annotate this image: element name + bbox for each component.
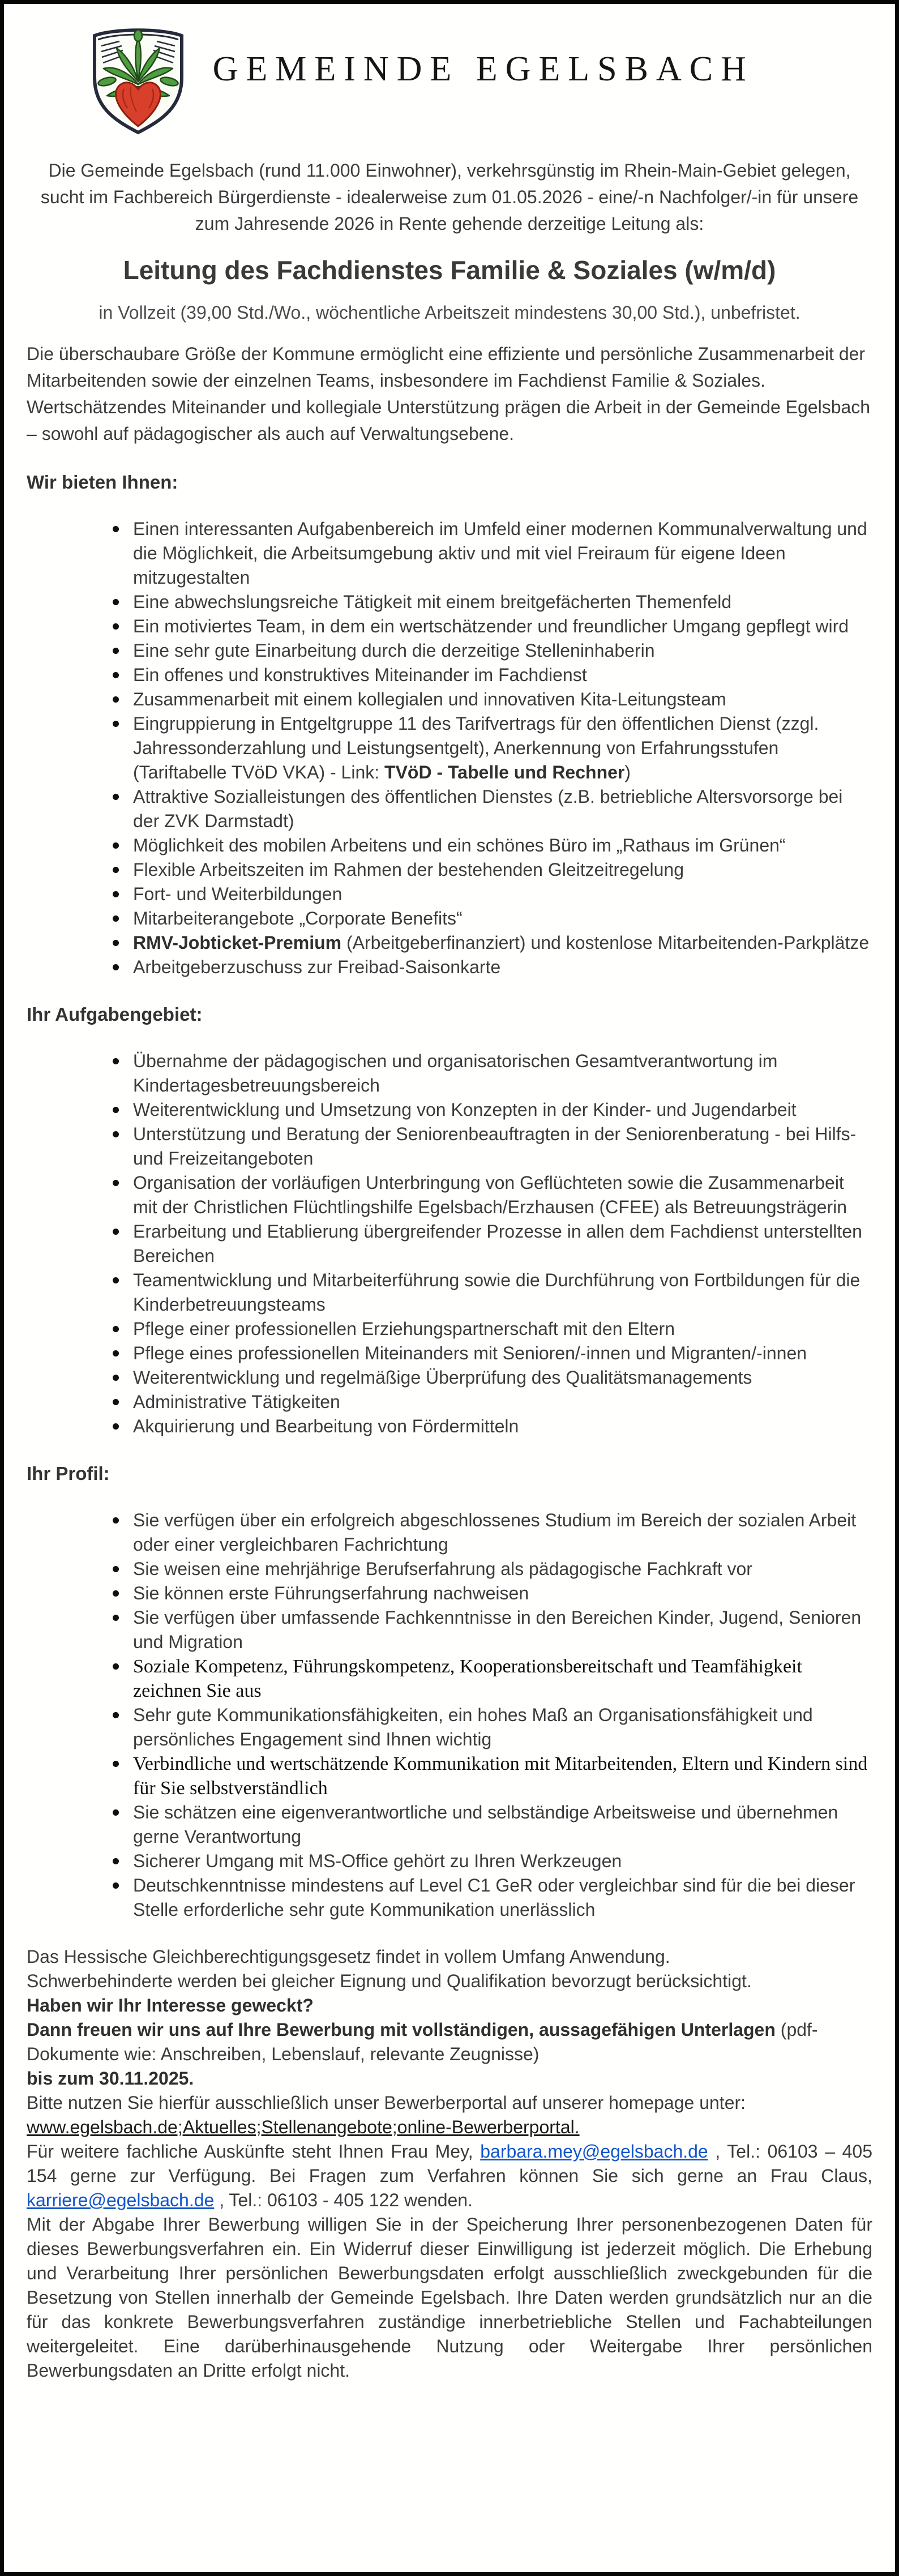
list-item [100,1268,872,1317]
text-segment: Akquirierung und Bearbeitung von Fördermitteln [133,1416,519,1436]
text-segment: Ein motiviertes Team, in dem ein wertschätzender und freundlicher Umgang gepflegt wird [133,616,849,636]
org-name: GEMEINDE EGELSBACH [212,50,754,88]
text-segment: Dann freuen wir uns auf Ihre Bewerbung mit vollständigen, aussagefähigen Unterlagen [27,2019,776,2040]
text-segment: RMV-Jobticket-Premium [133,932,342,953]
list-item [100,1341,872,1366]
list-item [100,785,872,833]
intro-paragraph: Die Gemeinde Egelsbach (rund 11.000 Einwohner), verkehrsgünstig im Rhein-Main-Gebiet gelegen, sucht im Fachbereich Bürgerdienste - idealerweise zum 01.05.2026 - eine/-n Nachfolger/-in für unsere zum Jahresende 2026 in Rente gehende derzeitige Leitung als: [40,160,859,234]
text-segment: Soziale Kompetenz, Führungskompetenz, Kooperationsbereitschaft und Teamfähigkeit zeichnen Sie aus [133,1656,802,1701]
list-item [100,687,872,712]
text-segment: Administrative Tätigkeiten [133,1392,340,1412]
text-segment: Erarbeitung und Etablierung übergreifender Prozesse in allen dem Fachdienst unterstellten Bereichen [133,1221,862,1266]
list-item [100,1122,872,1171]
list-item [100,614,872,639]
list-item [100,1800,872,1849]
list-item [100,517,872,590]
text-segment: Sie verfügen über ein erfolgreich abgeschlossenes Studium im Bereich der sozialen Arbeit oder einer vergleichbaren Fachrichtung [133,1510,857,1555]
text-segment: Haben wir Ihr Interesse geweckt? [27,1995,314,2016]
about-paragraph: Die überschaubare Größe der Kommune ermöglicht eine effiziente und persönliche Zusammenarbeit der Mitarbeitenden sowie der einzelnen Teams, insbesondere im Fachdienst Familie & Soziales. Wertschätzendes Miteinander und kollegiale Unterstützung prägen die Arbeit in der Gemeinde Egelsbach – sowohl auf pädagogischer als auch auf Verwaltungsebene. [27,344,871,444]
text-segment: Flexible Arbeitszeiten im Rahmen der bestehenden Gleitzeitregelung [133,859,684,880]
text-segment: Sicherer Umgang mit MS-Office gehört zu Ihren Werkzeugen [133,1851,622,1871]
list-item [100,1873,872,1922]
list-item [100,1366,872,1390]
bullet-list-offer [27,517,872,979]
text-segment: Deutschkenntnisse mindestens auf Level C1 GeR oder vergleichbar sind für die bei dieser Stelle erforderliche sehr gute Kommunikation unerlässlich [133,1875,855,1920]
list-item [100,1508,872,1557]
text-segment: Arbeitgeberzuschuss zur Freibad-Saisonkarte [133,957,501,977]
equality-line-2 [27,1969,872,1993]
header [27,20,872,147]
text-segment: Sie weisen eine mehrjährige Berufserfahrung als pädagogische Fachkraft vor [133,1559,752,1579]
portal-link[interactable]: www.egelsbach.de;Aktuelles;Stellenangebote;online-Bewerberportal. [27,2117,580,2137]
list-item [100,1219,872,1268]
text-segment: Sie können erste Führungserfahrung nachweisen [133,1583,529,1603]
equality-line-1 [27,1945,872,1969]
text-segment: ) [624,762,631,782]
section-heading-profile: Ihr Profil: [27,1463,110,1484]
list-item [100,590,872,614]
list-item [100,931,872,955]
text-segment: Pflege einer professionellen Erziehungspartnerschaft mit den Eltern [133,1319,675,1339]
job-subtitle: in Vollzeit (39,00 Std./Wo., wöchentliche Arbeitszeit mindestens 30,00 Std.), unbefristet. [99,302,800,323]
text-segment: Schwerbehinderte werden bei gleicher Eignung und Qualifikation bevorzugt berücksichtigt. [27,1971,752,1991]
bullet-list-tasks [27,1049,872,1439]
egelsbach-coat-of-arms-icon [90,23,186,136]
list-item [100,1654,872,1703]
privacy-paragraph [27,2213,872,2383]
text-segment: , Tel.: 06103 – 405 154 gerne zur Verfügung. Bei Fragen zum Verfahren können Sie sich gerne an Frau Claus, [27,2141,873,2186]
application-call [27,2018,872,2066]
text-segment: Attraktive Sozialleistungen des öffentlichen Dienstes (z.B. betriebliche Altersvorsorge bei der ZVK Darmstadt) [133,786,843,831]
section-heading-tasks: Ihr Aufgabengebiet: [27,1004,203,1025]
text-segment: Eingruppierung in Entgeltgruppe 11 des Tarifvertrags für den öffentlichen Dienst (zzgl. Jahressonderzahlung und Leistungsentgelt), Anerkennung von Erfahrungsstufen (Tariftabelle TVöD VKA) - Link: [133,713,819,782]
text-segment: (Arbeitgeberfinanziert) und kostenlose Mitarbeitenden-Parkplätze [341,932,870,953]
text-segment: Sehr gute Kommunikationsfähigkeiten, ein hohes Maß an Organisationsfähigkeit und persönliches Engagement sind Ihnen wichtig [133,1705,813,1749]
job-title: Leitung des Fachdienstes Familie & Soziales (w/m/d) [123,255,776,285]
list-item [100,1317,872,1341]
list-item [100,1703,872,1752]
text-segment: Ein offenes und konstruktives Miteinander im Fachdienst [133,665,587,685]
text-segment: Unterstützung und Beratung der Seniorenbeauftragten in der Seniorenberatung - bei Hilfs- und Freizeitangeboten [133,1124,857,1169]
text-segment: Weiterentwicklung und Umsetzung von Konzepten in der Kinder- und Jugendarbeit [133,1099,797,1120]
email-link-mey[interactable]: barbara.mey@egelsbach.de [480,2141,708,2162]
footer [27,1945,872,2383]
text-segment: Für weitere fachliche Auskünfte steht Ihnen Frau Mey, [27,2141,481,2162]
list-item [100,663,872,687]
text-segment: Zusammenarbeit mit einem kollegialen und innovativen Kita-Leitungsteam [133,689,726,709]
text-segment: Mit der Abgabe Ihrer Bewerbung willigen Sie in der Speicherung Ihrer personenbezogenen Daten für dieses Bewerbungsverfahren ein. Ein Widerruf dieser Einwilligung ist jederzeit möglich. Die Erhebung und Verarbeitung Ihrer persönlichen Bewerbungsdaten erfolgt ausschließlich zweckgebunden für die Besetzung von Stellen innerhalb der Gemeinde Egelsbach. Ihre Daten werden grundsätzlich nur an die für das konkrete Bewerbungsverfahren zuständige innerbetriebliche Stellen und Fachabteilungen weitergeleitet. Eine darüberhinausgehende Nutzung oder Weitergabe Ihrer persönlichen Bewerbungsdaten an Dritte erfolgt nicht. [27,2214,872,2381]
list-item [100,955,872,979]
deadline-line [27,2066,872,2091]
text-segment: Mitarbeiterangebote „Corporate Benefits“ [133,908,463,928]
text-segment: Möglichkeit des mobilen Arbeitens und ein schönes Büro im „Rathaus im Grünen“ [133,835,786,855]
list-item [100,1557,872,1581]
text-segment: Übernahme der pädagogischen und organisatorischen Gesamtverantwortung im Kindertagesbetreuungsbereich [133,1051,778,1096]
interest-heading [27,1993,872,2018]
list-item [100,1414,872,1439]
list-item [100,712,872,785]
text-segment: (pdf-Dokumente wie: Anschreiben, Lebenslauf, relevante Zeugnisse) [27,2019,818,2064]
portal-line [27,2091,872,2139]
list-item [100,906,872,931]
list-item [100,1171,872,1219]
text-segment: Sie schätzen eine eigenverantwortliche und selbständige Arbeitsweise und übernehmen gerne Verantwortung [133,1802,838,1847]
section-heading-offer: Wir bieten Ihnen: [27,472,178,493]
list-item [100,833,872,858]
text-segment: Bitte nutzen Sie hierfür ausschließlich unser Bewerberportal auf unserer homepage unter: [27,2093,746,2113]
text-segment: Weiterentwicklung und regelmäßige Überprüfung des Qualitätsmanagements [133,1367,752,1388]
text-segment: Einen interessanten Aufgabenbereich im Umfeld einer modernen Kommunalverwaltung und die Möglichkeit, die Arbeitsumgebung aktiv und mit viel Freiraum für eigene Ideen mitzugestalten [133,519,867,588]
tvoed-link[interactable]: TVöD - Tabelle und Rechner [384,762,625,782]
text-segment: Teamentwicklung und Mitarbeiterführung sowie die Durchführung von Fortbildungen für die Kinderbetreuungsteams [133,1270,861,1315]
text-segment: Eine sehr gute Einarbeitung durch die derzeitige Stelleninhaberin [133,640,655,661]
list-item [100,1098,872,1122]
list-item [100,1752,872,1800]
list-item [100,1849,872,1873]
list-item [100,1390,872,1414]
text-segment: , Tel.: 06103 - 405 122 wenden. [214,2190,473,2210]
contact-line [27,2139,872,2213]
text-segment: Sie verfügen über umfassende Fachkenntnisse in den Bereichen Kinder, Jugend, Senioren und Migration [133,1607,862,1652]
list-item [100,639,872,663]
bullet-list-profile [27,1508,872,1922]
list-item [100,1606,872,1654]
text-segment: Eine abwechslungsreiche Tätigkeit mit einem breitgefächerten Themenfeld [133,592,732,612]
text-segment: bis zum 30.11.2025. [27,2068,194,2089]
text-segment: Pflege eines professionellen Miteinanders mit Senioren/-innen und Migranten/-innen [133,1343,807,1363]
text-segment: Verbindliche und wertschätzende Kommunikation mit Mitarbeitenden, Eltern und Kindern sind für Sie selbstverständlich [133,1753,868,1799]
list-item [100,1581,872,1606]
text-segment: Das Hessische Gleichberechtigungsgesetz findet in vollem Umfang Anwendung. [27,1946,670,1967]
list-item [100,1049,872,1098]
text-segment: Organisation der vorläufigen Unterbringung von Geflüchteten sowie die Zusammenarbeit mit der Christlichen Flüchtlingshilfe Egelsbach/Erzhausen (CFEE) als Betreuungsträgerin [133,1173,847,1217]
text-segment: Fort- und Weiterbildungen [133,884,343,904]
list-item [100,882,872,906]
list-item [100,858,872,882]
email-link-karriere[interactable]: karriere@egelsbach.de [27,2190,215,2210]
